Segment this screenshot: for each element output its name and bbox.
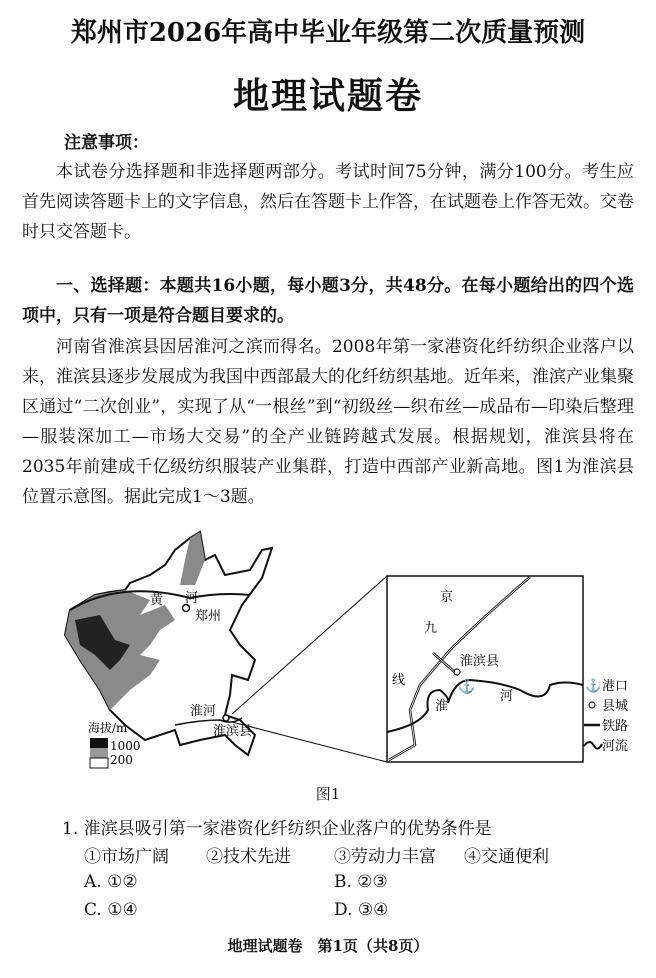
label-huaibin: 淮滨县 [213,724,253,739]
figure-caption: 图1 [315,785,341,803]
elevation-low: 200 [110,753,133,767]
label-yellow-river-2: 河 [185,591,199,606]
label-xian: 线 [392,673,406,688]
inset-map [387,576,583,762]
statement-2: ②技术先进 [206,847,291,867]
anchor-icon: ⚓ [585,679,602,694]
label-huai: 淮 [435,699,449,714]
legend-county: 县城 [602,699,629,714]
section-heading: 一、选择题：本题共16小题，每小题3分，共48分。在每小题给出的四个选项中，只有一项是符合题目要求的。 [22,276,634,326]
elevation-title: 海拔/m [88,721,128,735]
legend-river: 河流 [602,739,629,754]
option-a[interactable]: A. ①② [84,872,138,892]
notice-body: 本试卷分选择题和非选择题两部分。考试时间75分钟，满分100分。考生应首先阅读答题卡上的文字信息，然后在答题卡上作答，在试题卷上作答无效。交卷时只交答题卡。 [22,162,634,242]
exam-title: 郑州市2026年高中毕业年级第二次质量预测 [70,18,586,48]
label-he: 河 [500,689,514,704]
figure-1-map [0,520,656,780]
question-1-stem: 1. 淮滨县吸引第一家港资化纤纺织企业落户的优势条件是 [62,819,492,839]
statement-4: ④交通便利 [464,847,549,867]
huaibin-marker [223,715,229,721]
option-c[interactable]: C. ①④ [84,900,138,920]
label-yellow-river: 黄 [150,593,164,608]
legend-port: 港口 [602,679,629,694]
label-zhengzhou: 郑州 [195,609,222,624]
option-b[interactable]: B. ②③ [334,872,388,892]
option-d[interactable]: D. ③④ [334,900,389,920]
label-jiu: 九 [424,621,438,636]
statement-1: ①市场广阔 [84,847,169,867]
statement-3: ③劳动力丰富 [334,847,436,867]
exam-subtitle: 地理试题卷 [232,75,423,117]
page-footer: 地理试题卷 第1页（共8页） [227,937,429,955]
elevation-high: 1000 [110,739,141,753]
label-jing: 京 [440,590,454,605]
river-icon [584,742,602,749]
notice-heading: 注意事项： [64,133,149,153]
port-anchor-icon: ⚓ [458,679,476,695]
circle-icon [589,702,595,708]
passage: 河南省淮滨县因居淮河之滨而得名。2008年第一家港资化纤纺织企业落户以来，淮滨县逐步发展成为我国中西部最大的化纤纺织基地。近年来，淮滨产业集聚区通过“二次创业”，实现了从“一根丝”到“初级丝—织布丝—成品布—印染后整理—服装深加工—市场大交易”的全产业链跨越式发展。根据规划，淮滨县将在2035年前建成千亿级纺织服装产业集群，打造中西部产业新高地。图1为淮滨县位置示意图。据此完成1～3题。 [22,337,634,507]
legend-railway: 铁路 [602,719,629,734]
map-legend [584,678,628,754]
label-huai-river: 淮河 [190,704,217,719]
label-inset-huaibin: 淮滨县 [460,654,500,669]
